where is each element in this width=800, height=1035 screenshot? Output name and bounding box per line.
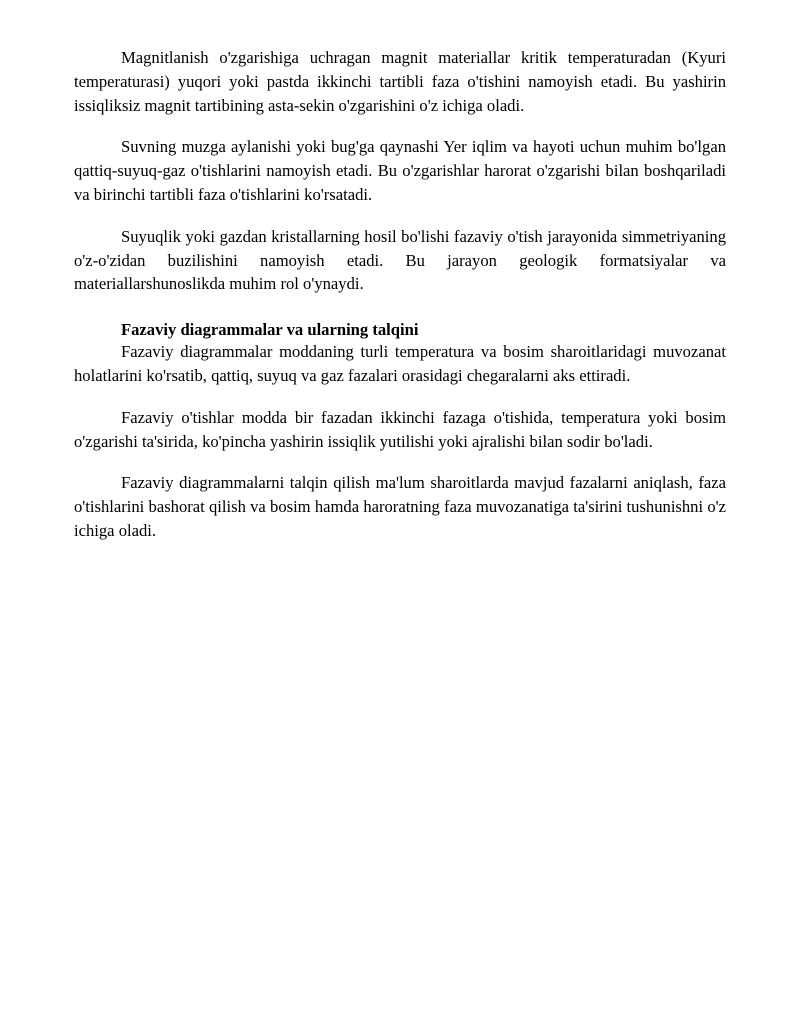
paragraph-water-transition: Suvning muzga aylanishi yoki bug'ga qaynashi Yer iqlim va hayoti uchun muhim bo'lgan qattiq-suyuq-gaz o'tishlarini namoyish etadi. Bu o'zgarishlar harorat o'zgarishi bilan boshqariladi va birinchi tartibli faza o'tishlarini ko'rsatadi. [74, 137, 726, 204]
paragraph-diagram-interpretation: Fazaviy diagrammalarni talqin qilish ma'lum sharoitlarda mavjud fazalarni aniqlash, faza o'tishlarini bashorat qilish va bosim hamda haroratning faza muvozanatiga ta'sirini tushunishni o'z ichiga oladi. [74, 473, 726, 540]
paragraph-magnetic-transition: Magnitlanish o'zgarishiga uchragan magnit materiallar kritik temperaturadan (Kyuri temperaturasi) yuqori yoki pastda ikkinchi tartibli faza o'tishini namoyish etadi. Bu yashirin issiqliksiz magnit tartibining asta-sekin o'zgarishini o'z ichiga oladi. [74, 48, 726, 115]
paragraph-crystal-formation: Suyuqlik yoki gazdan kristallarning hosil bo'lishi fazaviy o'tish jarayonida simmetriyaning o'z-o'zidan buzilishini namoyish etadi. Bu jarayon geologik formatsiyalar va materiallarshunoslikda muhim rol o'ynaydi. [74, 226, 726, 294]
paragraph-phase-diagrams: Fazaviy diagrammalar moddaning turli temperatura va bosim sharoitlaridagi muvozanat holatlarini ko'rsatib, qattiq, suyuq va gaz fazalari orasidagi chegaralarni aks ettiradi. [74, 342, 726, 385]
paragraph-phase-transitions: Fazaviy o'tishlar modda bir fazadan ikkinchi fazaga o'tishida, temperatura yoki bosim o'zgarishi ta'sirida, ko'pincha yashirin issiqlik yutilishi yoki ajralishi bilan sodir bo'ladi. [74, 407, 726, 451]
section-heading: Fazaviy diagrammalar va ularning talqini [121, 320, 419, 340]
document-page [74, 46, 726, 561]
